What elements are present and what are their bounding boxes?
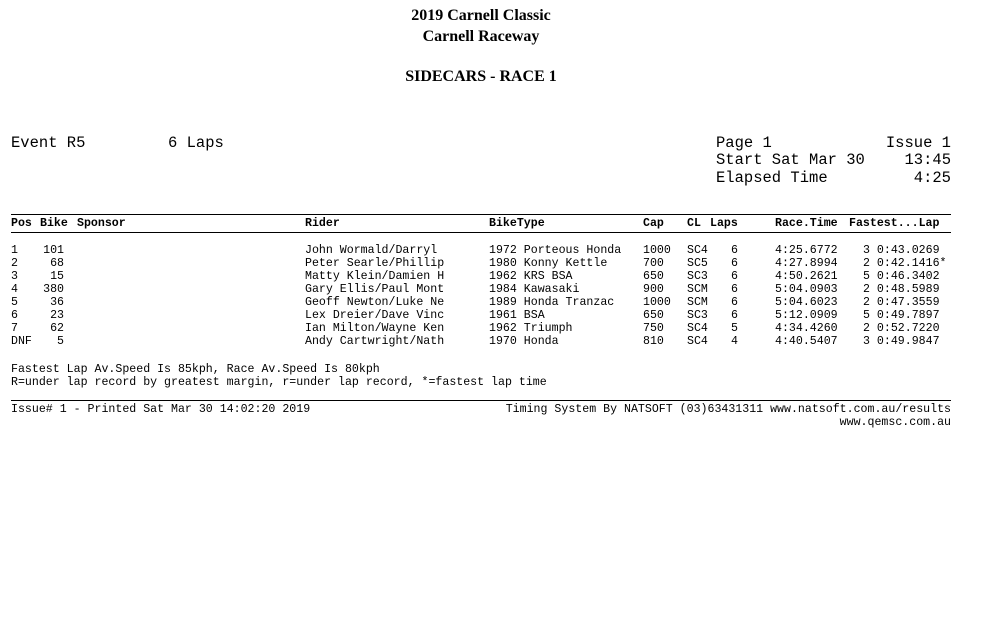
start-label: Start Sat Mar 30 xyxy=(716,151,865,169)
cell-laps: 6 xyxy=(731,257,738,270)
race-title: SIDECARS - RACE 1 xyxy=(405,68,557,85)
cell-cap: 900 xyxy=(643,283,664,296)
header-top-rule xyxy=(11,214,951,215)
speed-note: Fastest Lap Av.Speed Is 85kph, Race Av.Speed Is 80kph xyxy=(11,363,380,376)
cell-bike: 36 xyxy=(50,296,64,309)
cell-biketype: 1961 BSA xyxy=(489,309,545,322)
cell-cl: SCM xyxy=(687,283,708,296)
cell-biketype: 1962 KRS BSA xyxy=(489,270,573,283)
cell-cap: 750 xyxy=(643,322,664,335)
cell-pos: 4 xyxy=(11,283,18,296)
col-laps: Laps xyxy=(710,217,738,230)
venue-title: Carnell Raceway xyxy=(422,28,540,45)
cell-pos: 3 xyxy=(11,270,18,283)
printed-info: Issue# 1 - Printed Sat Mar 30 14:02:20 2019 xyxy=(11,403,311,416)
cell-rider: Lex Dreier/Dave Vinc xyxy=(305,309,445,322)
col-pos: Pos xyxy=(11,217,32,230)
laps-label: 6 Laps xyxy=(168,134,224,152)
footer-rule xyxy=(11,400,951,401)
cell-racetime: 4:25.6772 xyxy=(775,244,838,257)
cell-racetime: 5:04.6023 xyxy=(775,296,838,309)
cell-laps: 5 xyxy=(731,322,738,335)
cell-fastest: 5 0:46.3402 xyxy=(863,270,940,283)
table-row xyxy=(0,270,1000,283)
cell-pos: 5 xyxy=(11,296,18,309)
cell-pos: 1 xyxy=(11,244,18,257)
cell-cap: 1000 xyxy=(643,244,671,257)
cell-pos: 2 xyxy=(11,257,18,270)
cell-cl: SC4 xyxy=(687,335,708,348)
col-cl: CL xyxy=(687,217,701,230)
table-row xyxy=(0,283,1000,296)
cell-bike: 15 xyxy=(50,270,64,283)
cell-pos: DNF xyxy=(11,335,32,348)
col-fastest: Fastest...Lap xyxy=(849,217,940,230)
header-bottom-rule xyxy=(11,232,951,233)
col-biketype: BikeType xyxy=(489,217,545,230)
cell-rider: Gary Ellis/Paul Mont xyxy=(305,283,445,296)
table-row xyxy=(0,296,1000,309)
legend-note: R=under lap record by greatest margin, r=under lap record, *=fastest lap time xyxy=(11,376,547,389)
cell-biketype: 1984 Kawasaki xyxy=(489,283,580,296)
elapsed-time: 4:25 xyxy=(913,169,951,187)
cell-cl: SCM xyxy=(687,296,708,309)
col-rider: Rider xyxy=(305,217,340,230)
cell-fastest: 5 0:49.7897 xyxy=(863,309,940,322)
col-racetime: Race.Time xyxy=(775,217,838,230)
cell-biketype: 1962 Triumph xyxy=(489,322,573,335)
page-label: Page 1 xyxy=(716,134,772,152)
cell-bike: 68 xyxy=(50,257,64,270)
cell-cap: 810 xyxy=(643,335,664,348)
cell-cap: 650 xyxy=(643,270,664,283)
col-sponsor: Sponsor xyxy=(77,217,126,230)
cell-fastest: 2 0:48.5989 xyxy=(863,283,940,296)
cell-cap: 650 xyxy=(643,309,664,322)
club-website: www.qemsc.com.au xyxy=(839,416,951,429)
cell-pos: 6 xyxy=(11,309,18,322)
cell-laps: 6 xyxy=(731,244,738,257)
table-header xyxy=(0,217,1000,230)
cell-racetime: 5:04.0903 xyxy=(775,283,838,296)
cell-racetime: 4:40.5407 xyxy=(775,335,838,348)
event-label: Event R5 xyxy=(11,134,86,152)
cell-bike: 101 xyxy=(43,244,64,257)
cell-cap: 700 xyxy=(643,257,664,270)
col-cap: Cap xyxy=(643,217,664,230)
table-row xyxy=(0,244,1000,257)
timing-system-credit: Timing System By NATSOFT (03)63431311 www.natsoft.com.au/results xyxy=(505,403,951,416)
cell-fastest: 2 0:42.1416* xyxy=(863,257,947,270)
cell-cl: SC5 xyxy=(687,257,708,270)
cell-bike: 5 xyxy=(57,335,64,348)
event-title: 2019 Carnell Classic xyxy=(411,7,551,24)
cell-fastest: 3 0:49.9847 xyxy=(863,335,940,348)
cell-bike: 380 xyxy=(43,283,64,296)
cell-cl: SC3 xyxy=(687,270,708,283)
cell-laps: 6 xyxy=(731,270,738,283)
table-row xyxy=(0,322,1000,335)
cell-rider: John Wormald/Darryl xyxy=(305,244,438,257)
cell-biketype: 1980 Konny Kettle xyxy=(489,257,608,270)
start-time: 13:45 xyxy=(904,151,951,169)
table-row xyxy=(0,335,1000,348)
cell-rider: Geoff Newton/Luke Ne xyxy=(305,296,445,309)
cell-racetime: 4:50.2621 xyxy=(775,270,838,283)
cell-fastest: 2 0:52.7220 xyxy=(863,322,940,335)
cell-rider: Matty Klein/Damien H xyxy=(305,270,445,283)
cell-racetime: 4:34.4260 xyxy=(775,322,838,335)
cell-fastest: 2 0:47.3559 xyxy=(863,296,940,309)
table-row xyxy=(0,257,1000,270)
cell-cap: 1000 xyxy=(643,296,671,309)
cell-cl: SC4 xyxy=(687,322,708,335)
cell-biketype: 1970 Honda xyxy=(489,335,559,348)
issue-label: Issue 1 xyxy=(885,134,951,152)
cell-fastest: 3 0:43.0269 xyxy=(863,244,940,257)
cell-cl: SC3 xyxy=(687,309,708,322)
cell-bike: 23 xyxy=(50,309,64,322)
cell-bike: 62 xyxy=(50,322,64,335)
cell-pos: 7 xyxy=(11,322,18,335)
cell-biketype: 1989 Honda Tranzac xyxy=(489,296,615,309)
cell-rider: Andy Cartwright/Nath xyxy=(305,335,445,348)
cell-biketype: 1972 Porteous Honda xyxy=(489,244,622,257)
cell-racetime: 5:12.0909 xyxy=(775,309,838,322)
elapsed-label: Elapsed Time xyxy=(716,169,828,187)
cell-cl: SC4 xyxy=(687,244,708,257)
cell-rider: Peter Searle/Phillip xyxy=(305,257,445,270)
cell-laps: 4 xyxy=(731,335,738,348)
table-row xyxy=(0,309,1000,322)
cell-laps: 6 xyxy=(731,296,738,309)
cell-rider: Ian Milton/Wayne Ken xyxy=(305,322,445,335)
cell-laps: 6 xyxy=(731,309,738,322)
cell-racetime: 4:27.8994 xyxy=(775,257,838,270)
col-bike: Bike xyxy=(40,217,68,230)
cell-laps: 6 xyxy=(731,283,738,296)
